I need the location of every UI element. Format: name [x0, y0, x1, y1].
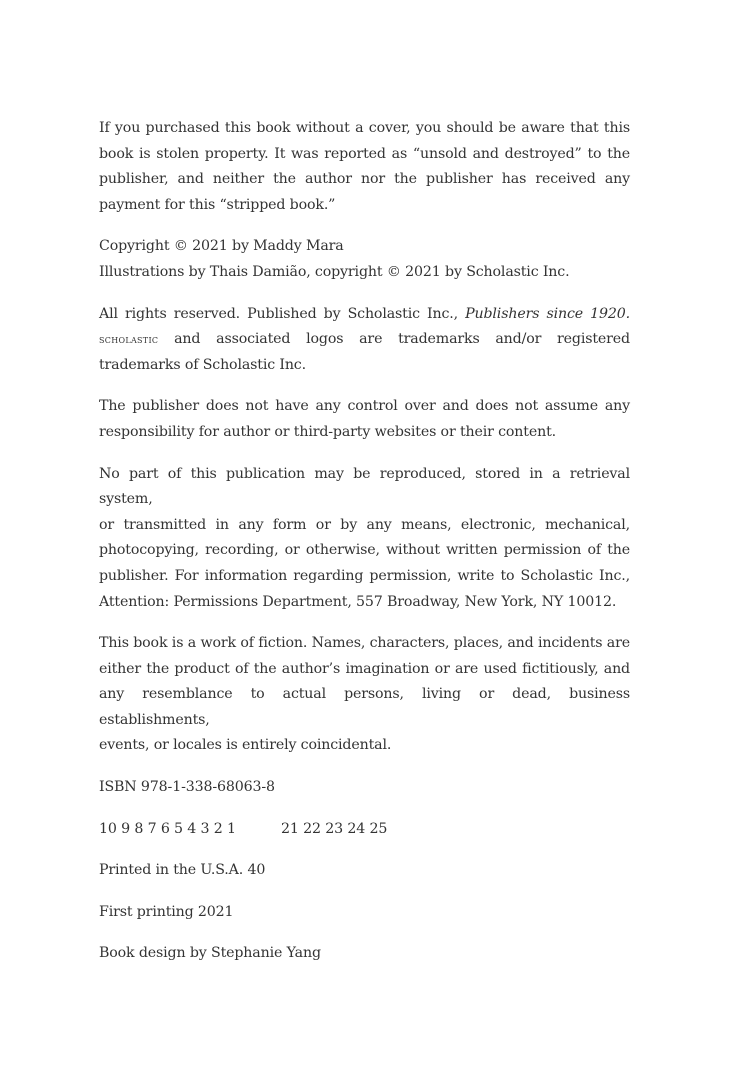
year-numbers: 21 22 23 24 25 — [281, 820, 388, 837]
rights-text: and associated logos are trademarks and/or registered — [174, 331, 630, 348]
text-line — [99, 327, 630, 353]
text-line: any resemblance to actual persons, living or dead, business establishments, — [99, 686, 630, 728]
text-line: responsibility for author or third-party websites or their content. — [99, 423, 556, 440]
reproduction-notice — [99, 462, 630, 616]
publisher-motto: Publishers since 1920. — [465, 305, 630, 322]
book-design-credit: Book design by Stephanie Yang — [99, 945, 321, 962]
impression-numbers: 10 9 8 7 6 5 4 3 2 1 — [99, 820, 236, 837]
third-party-disclaimer — [99, 394, 630, 445]
rights-block — [99, 302, 630, 379]
stripped-book-notice — [99, 116, 630, 218]
text-line: If you purchased this book without a cover, you should be aware that this — [99, 120, 630, 136]
copyright-line: Copyright © 2021 by Maddy Mara — [99, 238, 344, 255]
isbn: ISBN 978-1-338-68063-8 — [99, 779, 275, 796]
text-line: This book is a work of fiction. Names, characters, places, and incidents are — [99, 635, 630, 652]
scholastic-trademark: scholastic — [99, 332, 159, 347]
printing-line — [99, 817, 630, 843]
text-line: or transmitted in any form or by any means, electronic, mechanical, — [99, 516, 630, 533]
text-line: publisher, and neither the author nor the publisher has received any — [99, 171, 630, 188]
text-line: publisher. For information regarding permission, write to Scholastic Inc., — [99, 567, 630, 584]
illustrations-credit: Illustrations by Thais Damião, copyright © 2021 by Scholastic Inc. — [99, 263, 570, 280]
text-line: trademarks of Scholastic Inc. — [99, 356, 306, 373]
fiction-disclaimer — [99, 631, 630, 759]
text-line: No part of this publication may be reproduced, stored in a retrieval system, — [99, 465, 630, 508]
text-line: Attention: Permissions Department, 557 Broadway, New York, NY 10012. — [99, 593, 617, 610]
first-printing: First printing 2021 — [99, 903, 234, 920]
text-line: book is stolen property. It was reported as “unsold and destroyed” to the — [99, 145, 630, 162]
copyright-page — [99, 116, 630, 983]
text-line: payment for this “stripped book.” — [99, 196, 336, 213]
rights-text: All rights reserved. Published by Scholastic Inc., — [99, 305, 458, 322]
text-line: either the product of the author’s imagination or are used fictitiously, and — [99, 660, 630, 677]
printed-in: Printed in the U.S.A. 40 — [99, 862, 266, 879]
copyright-block — [99, 234, 630, 285]
text-line: The publisher does not have any control over and does not assume any — [99, 398, 630, 415]
text-line: photocopying, recording, or otherwise, without written permission of the — [99, 542, 630, 559]
text-line: events, or locales is entirely coincidental. — [99, 737, 392, 754]
text-line — [99, 302, 630, 328]
